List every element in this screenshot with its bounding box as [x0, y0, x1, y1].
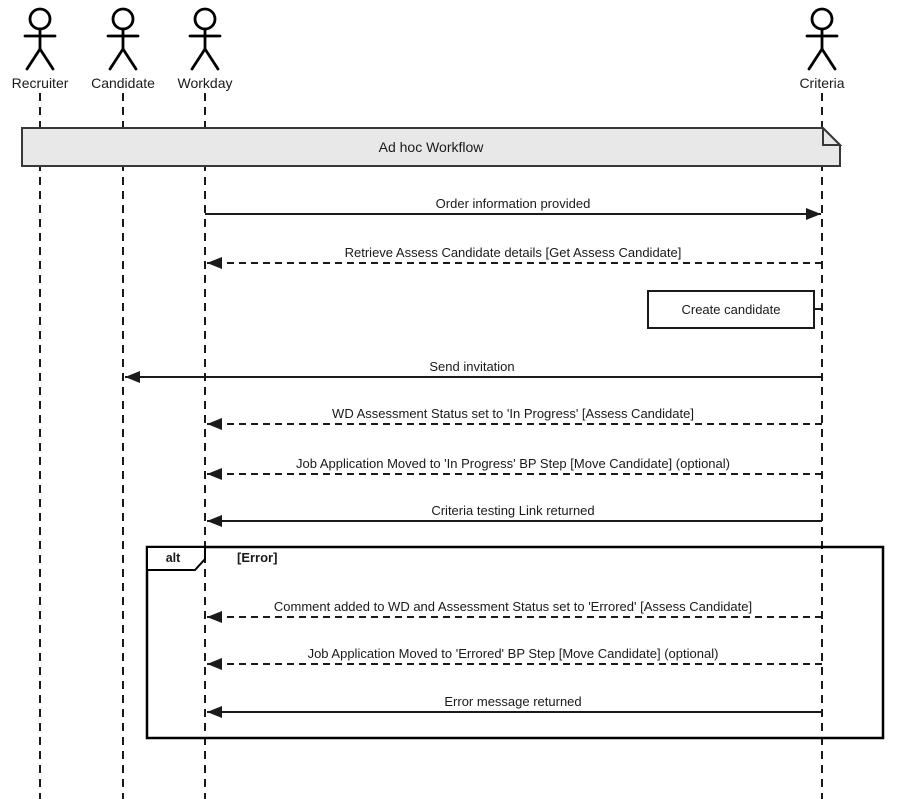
actor-label-recruiter: Recruiter — [11, 75, 69, 91]
message-label-wd-assessment-status-in-progress: WD Assessment Status set to 'In Progress' [Assess Candidate] — [332, 406, 694, 421]
actor-label-workday: Workday — [177, 75, 233, 91]
actor-label-criteria: Criteria — [799, 75, 845, 91]
actor-label-candidate: Candidate — [91, 75, 155, 91]
actor-figures — [25, 9, 837, 69]
message-label-error-message-returned: Error message returned — [444, 694, 582, 709]
actor-figure-recruiter — [25, 9, 55, 69]
message-label-job-application-moved-in-progress: Job Application Moved to 'In Progress' BP Step [Move Candidate] (optional) — [296, 456, 730, 471]
message-label-send-invitation: Send invitation — [429, 359, 515, 374]
actor-figure-candidate — [108, 9, 138, 69]
message-label-comment-added-errored: Comment added to WD and Assessment Status set to 'Errored' [Assess Candidate] — [273, 599, 753, 614]
message-label-criteria-testing-link-returned: Criteria testing Link returned — [431, 503, 595, 518]
alt-operator-label: alt — [165, 551, 181, 565]
alt-guard-label: [Error] — [237, 550, 278, 565]
actor-figure-criteria — [807, 9, 837, 69]
message-label-job-application-moved-errored: Job Application Moved to 'Errored' BP Step [Move Candidate] (optional) — [307, 646, 719, 661]
message-label-order-information-provided: Order information provided — [435, 196, 591, 211]
message-label-retrieve-assess-candidate-details: Retrieve Assess Candidate details [Get Assess Candidate] — [344, 245, 682, 260]
actor-figure-workday — [190, 9, 220, 69]
lifelines — [40, 93, 822, 799]
create-candidate-label: Create candidate — [681, 302, 781, 317]
banner-fold-corner — [823, 128, 840, 145]
workflow-banner-title: Ad hoc Workflow — [378, 139, 484, 155]
